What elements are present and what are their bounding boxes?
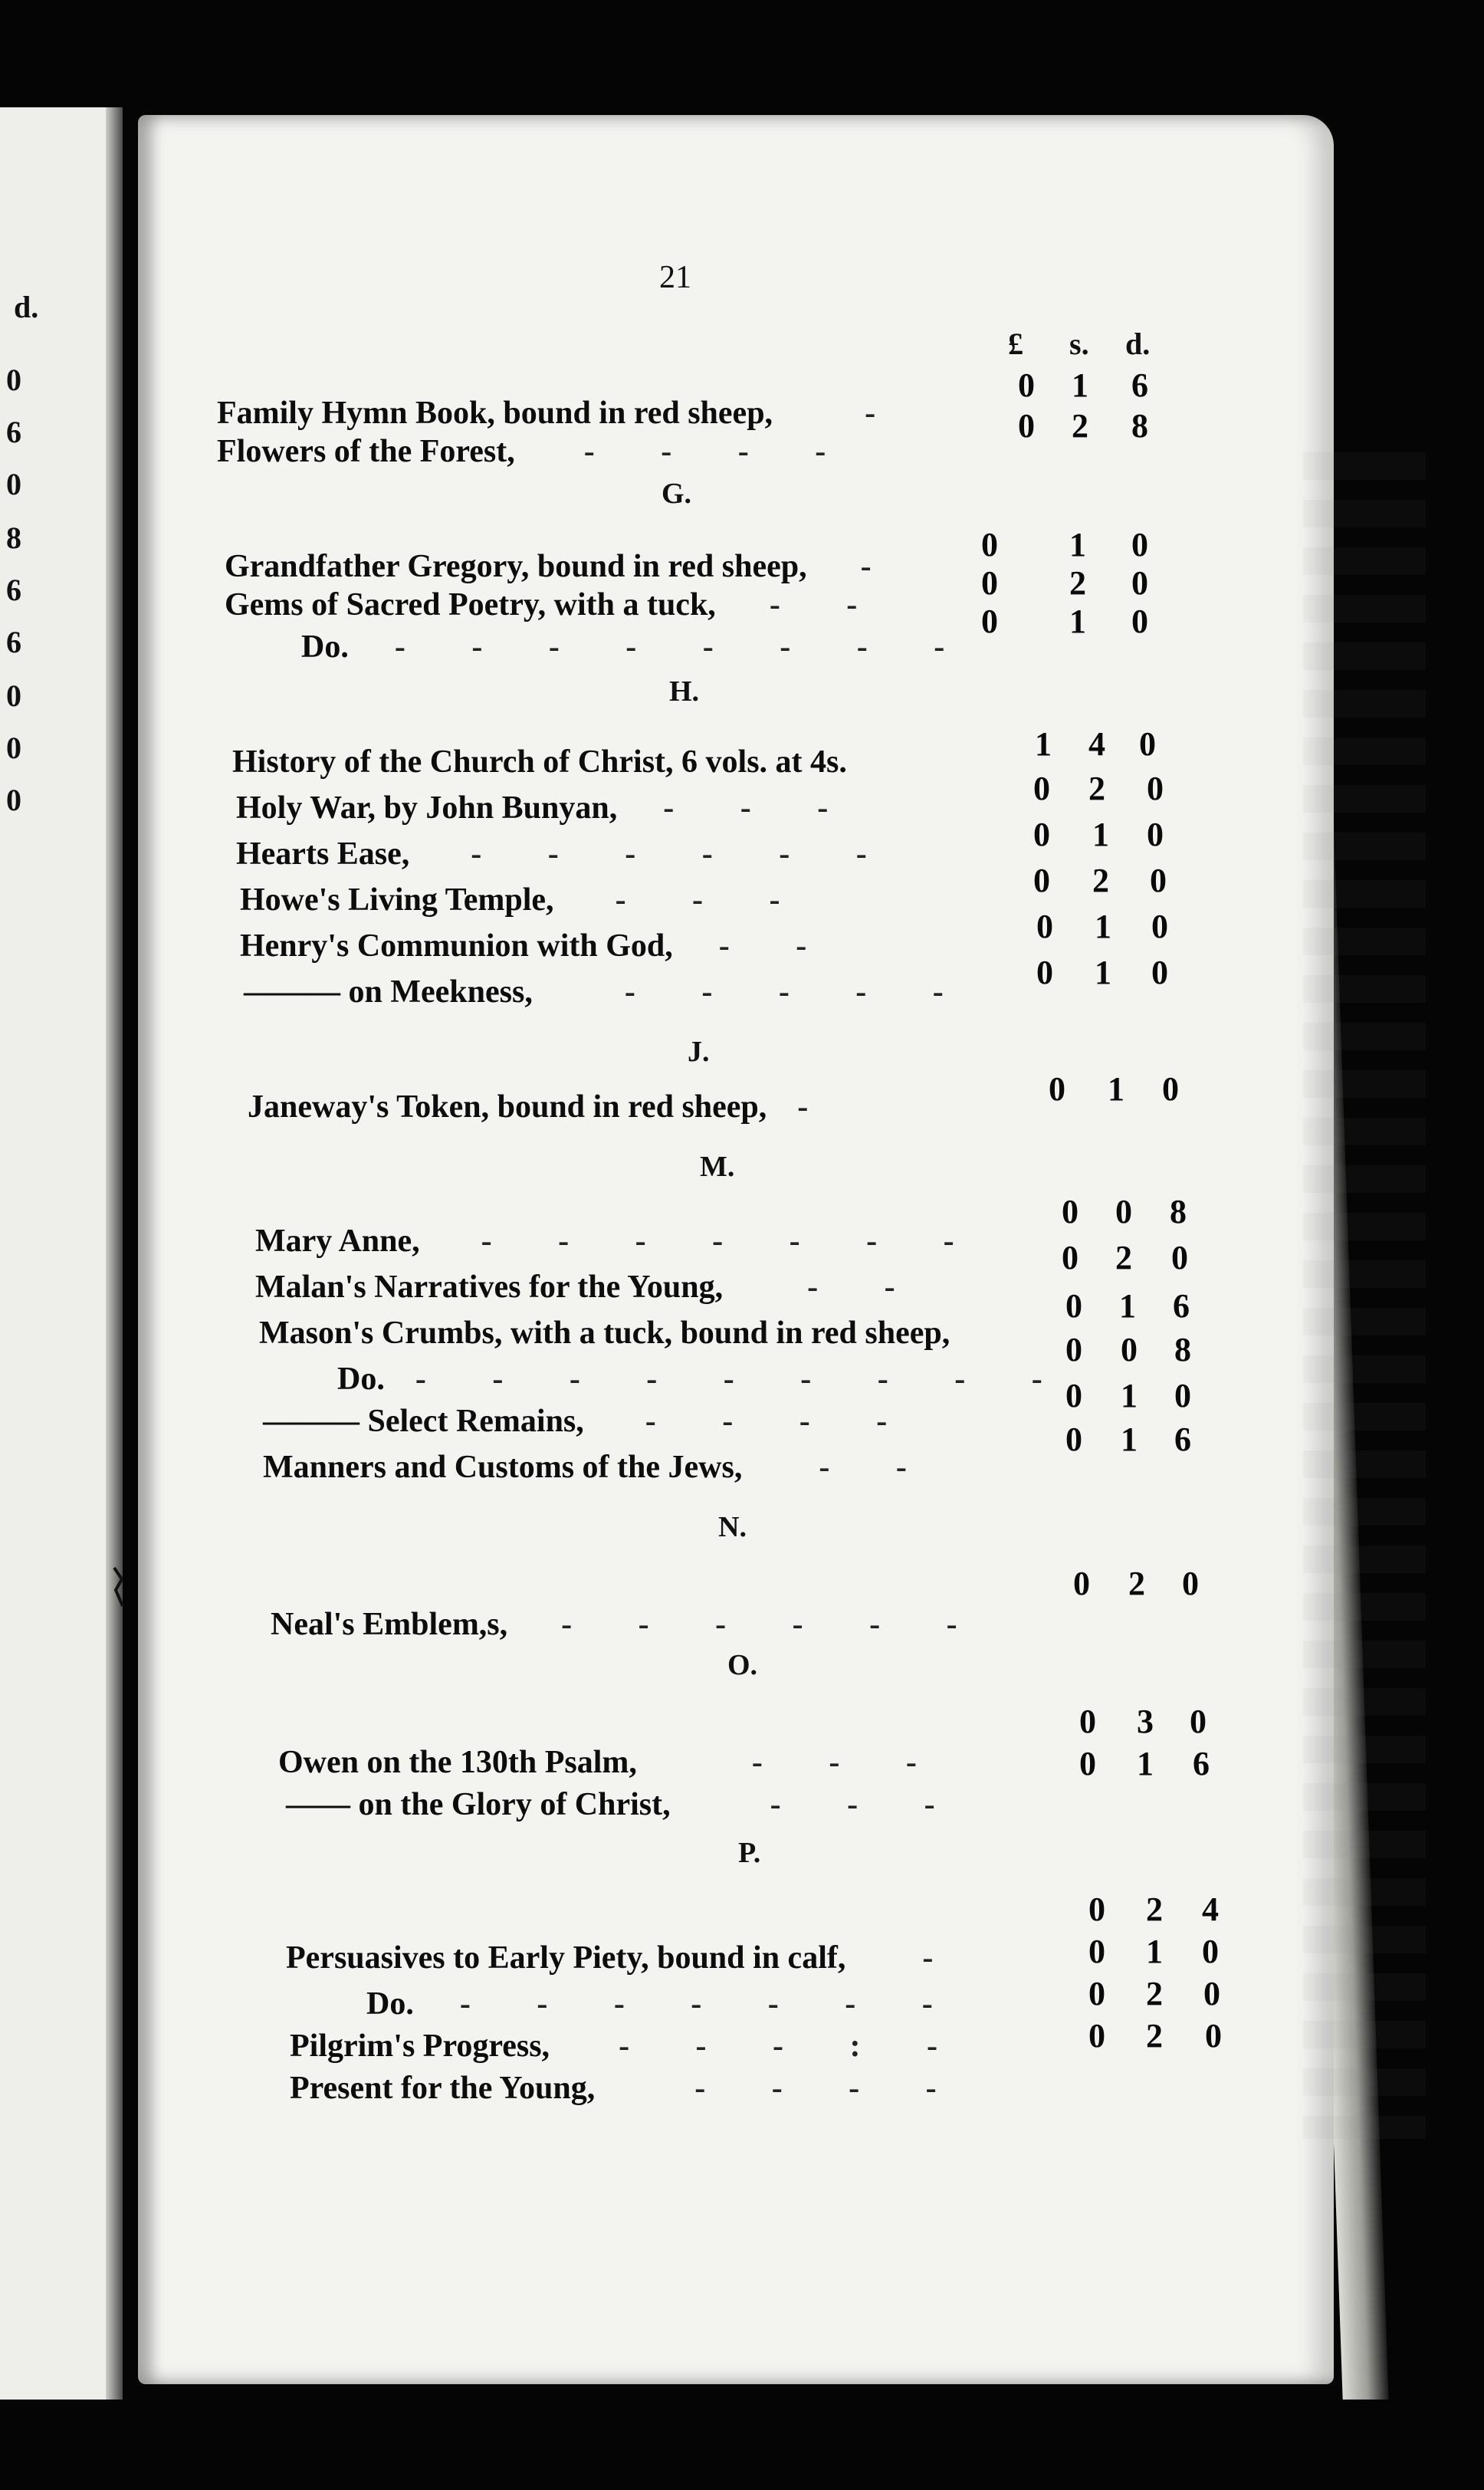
left-digit: 0 [6,783,21,817]
section-letter-o: O. [727,1649,758,1681]
entry-title: ——— on Meekness, [244,974,533,1010]
left-digit: 0 [6,731,21,765]
entry-title: Howe's Living Temple, [240,882,554,918]
price-pence: 0 [1182,1565,1199,1602]
price-pounds: 0 [1088,1890,1105,1928]
price-pounds: 0 [1079,1745,1096,1782]
price-shillings: 1 [1119,1287,1136,1325]
entry-title: Holy War, by John Bunyan, [236,790,618,826]
price-pence: 0 [1131,526,1148,563]
entry-title: Present for the Young, [290,2071,596,2106]
price-shillings: 2 [1146,1975,1163,2012]
dot-leader: - - - - - - - - - [415,1362,1072,1397]
price-shillings: 2 [1146,1890,1163,1928]
dot-leader: - - - - - - - [459,1986,962,2022]
dot-leader: - - - [615,882,809,918]
entry-title: Persuasives to Early Piety, bound in calf, [286,1940,846,1976]
entry-title: Janeway's Token, bound in red sheep, [248,1089,767,1125]
left-digit: 0 [6,363,21,397]
price-shillings: 2 [1069,564,1086,602]
price-shillings: 1 [1072,366,1088,404]
price-pounds: 1 [1035,725,1052,763]
catalog-entry [232,744,870,780]
dot-leader: - - [718,928,836,964]
catalog-entry [337,1361,1072,1398]
left-digit: 0 [6,467,21,501]
dot-leader: - - - - [583,434,855,469]
price-pounds: 0 [981,603,998,640]
entry-title: ——— Select Remains, [263,1404,584,1439]
price-pounds: 0 [1033,862,1050,899]
price-shillings: 2 [1115,1239,1132,1276]
price-shillings: 1 [1095,954,1111,991]
left-digit: 6 [6,625,21,659]
catalog-entry [286,1786,964,1823]
price-shillings: 1 [1069,526,1086,563]
price-pounds: 0 [1033,770,1050,807]
dot-leader: - - - - [645,1404,917,1439]
price-pence: 0 [1202,1933,1219,1970]
price-pence: 0 [1174,1377,1191,1414]
price-shillings: 1 [1121,1421,1138,1458]
dot-leader: - - - - - - - - [394,629,974,665]
price-pence: 8 [1174,1331,1191,1368]
catalog-entry [271,1606,987,1643]
entry-title: Flowers of the Forest, [217,434,515,469]
adjoining-left-page [0,107,123,2400]
catalog-entry [255,1223,983,1260]
price-pounds: 0 [1049,1070,1065,1108]
book-gutter [106,107,123,2400]
price-pounds: 0 [1065,1331,1082,1368]
dot-leader: - [922,1940,963,1976]
entry-title: Family Hymn Book, bound in red sheep, [217,396,773,431]
column-header-pence: d. [1125,327,1151,361]
catalog-entry [366,1986,962,2022]
price-pence: 0 [1147,816,1164,853]
catalog-entry [290,2070,966,2107]
entry-title: Mason's Crumbs, with a tuck, bound in red sheep, [259,1316,950,1351]
dot-leader: - - - [663,790,858,826]
price-shillings: 2 [1128,1565,1145,1602]
catalog-entry [263,1449,936,1486]
catalog-entry [248,1089,837,1125]
catalog-entry [225,548,901,585]
catalog-entry [236,790,857,826]
price-pence: 0 [1151,954,1168,991]
left-digit: 6 [6,573,21,607]
price-shillings: 1 [1092,816,1109,853]
price-pounds: 0 [1065,1287,1082,1325]
price-shillings: 2 [1088,770,1105,807]
entry-title: Grandfather Gregory, bound in red sheep, [225,549,807,584]
entry-title: Manners and Customs of the Jews, [263,1450,743,1485]
price-pence: 0 [1190,1703,1207,1740]
entry-title: Pilgrim's Progress, [290,2028,550,2064]
price-pounds: 0 [1088,2017,1105,2055]
column-header-shillings: s. [1069,327,1089,361]
catalog-entry [240,928,836,964]
catalog-entry [286,1940,962,1976]
entry-title: History of the Church of Christ, 6 vols. at 4s. [232,744,847,780]
dot-leader: - [865,396,905,431]
price-shillings: 4 [1088,725,1105,763]
price-pounds: 0 [1065,1377,1082,1414]
catalog-entry [278,1744,946,1781]
section-letter-j: J. [688,1036,710,1068]
dot-leader: - - [807,1270,924,1305]
price-pence: 0 [1139,725,1156,763]
catalog-entry [301,629,973,665]
entry-title: Do. [366,1986,414,2022]
section-letter-h: H. [669,675,700,708]
price-pence: 6 [1174,1421,1191,1458]
page-number: 21 [659,260,691,295]
dot-leader: - - - [751,1745,946,1780]
price-shillings: 1 [1095,908,1111,945]
price-pence: 0 [1171,1239,1188,1276]
entry-title: Do. [337,1362,385,1397]
price-pence: 0 [1151,908,1168,945]
bleed-through-texture [1303,452,1426,2139]
entry-title: Malan's Narratives for the Young, [255,1270,724,1305]
price-pounds: 0 [1033,816,1050,853]
entry-title: Neal's Emblem,s, [271,1607,508,1642]
price-pence: 8 [1170,1193,1187,1230]
entry-title: Owen on the 130th Psalm, [278,1745,637,1780]
catalog-entry [244,974,973,1010]
dot-leader: - - - [770,1787,964,1822]
dot-leader: - - - - [694,2071,966,2106]
price-shillings: 1 [1121,1377,1138,1414]
price-pence: 6 [1173,1287,1190,1325]
catalog-entry [263,1403,916,1440]
price-shillings: 2 [1092,862,1109,899]
left-digit: 0 [6,678,21,713]
price-pounds: 0 [1062,1193,1079,1230]
column-header-pound: £ [1008,327,1023,361]
section-letter-g: G. [662,478,692,510]
dot-leader: - - - - - - [471,836,896,872]
section-letter-m: M. [700,1151,735,1183]
price-pence: 6 [1131,366,1148,404]
price-pounds: 0 [1065,1421,1082,1458]
section-letter-n: N. [718,1511,747,1543]
dot-leader: - - - - - [624,974,973,1010]
price-pounds: 0 [1018,407,1035,445]
price-pence: 0 [1203,1975,1220,2012]
price-pounds: 0 [1018,366,1035,404]
price-pence: 4 [1202,1890,1219,1928]
dot-leader: - [797,1089,838,1125]
catalog-entry [240,882,809,918]
price-shillings: 1 [1137,1745,1154,1782]
catalog-entry [217,395,905,432]
catalog-entry [290,2028,967,2065]
price-pence: 0 [1131,564,1148,602]
left-page-header: d. [14,290,39,324]
margin-mark [111,1564,126,1610]
dot-leader: - - [819,1450,936,1485]
price-shillings: 1 [1108,1070,1124,1108]
price-pence: 0 [1205,2017,1222,2055]
price-pounds: 0 [1088,1975,1105,2012]
price-pounds: 0 [1036,954,1053,991]
price-pounds: 0 [1036,908,1053,945]
entry-title: Hearts Ease, [236,836,410,872]
left-digit: 8 [6,521,21,555]
section-letter-p: P. [738,1837,761,1869]
entry-title: —— on the Glory of Christ, [286,1787,671,1822]
catalog-entry [225,586,886,623]
catalog-entry [236,836,896,872]
price-pounds: 0 [1079,1703,1096,1740]
price-shillings: 0 [1115,1193,1132,1230]
price-pounds: 0 [1062,1239,1079,1276]
price-pounds: 0 [1088,1933,1105,1970]
price-pence: 8 [1131,407,1148,445]
catalog-entry [217,433,855,470]
catalog-entry [255,1269,924,1306]
price-shillings: 1 [1069,603,1086,640]
price-pence: 6 [1193,1745,1210,1782]
catalog-entry [259,1315,973,1352]
price-pence: 0 [1150,862,1167,899]
dot-leader: - - [769,587,887,622]
price-pence: 0 [1147,770,1164,807]
price-pence: 0 [1131,603,1148,640]
entry-title: Henry's Communion with God, [240,928,673,964]
entry-title: Gems of Sacred Poetry, with a tuck, [225,587,716,622]
dot-leader: - - - - - - [561,1607,987,1642]
price-shillings: 3 [1137,1703,1154,1740]
price-shillings: 0 [1121,1331,1138,1368]
dot-leader: - [860,549,901,584]
price-pounds: 0 [981,564,998,602]
entry-title: Do. [301,629,349,665]
price-pounds: 0 [981,526,998,563]
entry-title: Mary Anne, [255,1224,420,1259]
left-digit: 6 [6,415,21,449]
dot-leader: - - - - - - - [481,1224,983,1259]
price-shillings: 2 [1146,2017,1163,2055]
price-pence: 0 [1162,1070,1179,1108]
dot-leader: - - - : - [619,2028,967,2064]
price-shillings: 1 [1146,1933,1163,1970]
price-pounds: 0 [1073,1565,1090,1602]
price-shillings: 2 [1072,407,1088,445]
